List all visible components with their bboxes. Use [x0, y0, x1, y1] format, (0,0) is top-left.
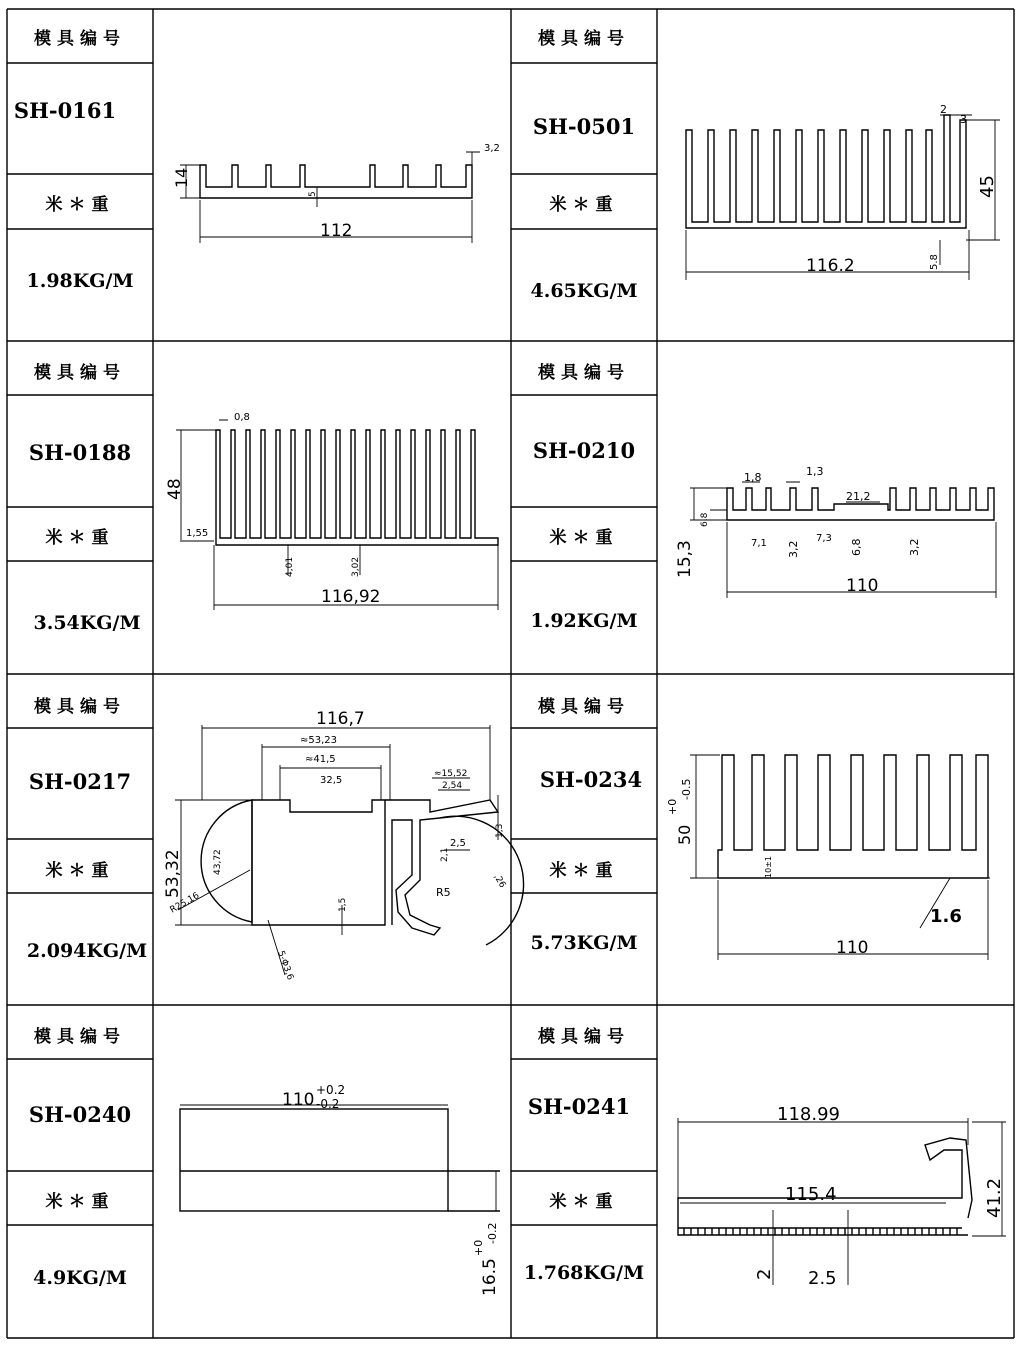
mold-code: SH-0188: [28, 440, 132, 465]
weight-value: 1.768KG/M: [523, 1262, 645, 1284]
weight-value: 5.73KG/M: [530, 932, 638, 954]
dim-height: 41.2: [984, 1177, 1005, 1218]
dim-base: 5: [308, 191, 318, 197]
weight-value: 4.9KG/M: [33, 1267, 127, 1289]
profile-drawing-sh-0241: [678, 1104, 1006, 1289]
dim-corner: 1,55: [186, 528, 209, 539]
dim-width: 110: [846, 576, 879, 596]
dim-base: 5.8: [929, 254, 940, 270]
dim-h: 1,5: [338, 897, 348, 912]
weight-header: 米＊重: [45, 861, 115, 881]
dim-height: 53,32: [163, 849, 183, 898]
dim-f: 7,3: [816, 533, 832, 544]
dim-a: 1,8: [744, 471, 762, 484]
dim-width: 116.2: [806, 256, 855, 276]
weight-value: 2.094KG/M: [26, 940, 148, 962]
dim-tol-lower2: -0.2: [486, 1222, 499, 1244]
dim-tol-upper: +0: [666, 798, 679, 815]
weight-header: 米＊重: [549, 1192, 619, 1212]
weight-header: 米＊重: [549, 195, 619, 215]
profile-drawing-sh-0234: [666, 755, 990, 960]
dim-width: 110: [836, 938, 869, 958]
mold-number-header: 模具编号: [34, 697, 126, 717]
dim-g: R25,16: [168, 890, 202, 916]
dim-height: 48: [165, 478, 185, 500]
dim-a: ≈53,23: [300, 735, 338, 746]
dim-i: 2,1: [440, 847, 450, 862]
dim-height: 50: [675, 824, 694, 845]
dim-f: 43,72: [213, 849, 223, 875]
dim-tol-lower: -0.2: [316, 1097, 340, 1111]
dim-b: 3: [960, 113, 967, 126]
dim-a: 2: [940, 103, 947, 116]
dim-g: 6,8: [850, 538, 863, 556]
weight-value: 4.65KG/M: [530, 280, 638, 302]
dim-tol-upper: +0.2: [316, 1083, 346, 1097]
mold-number-header: 模具编号: [34, 1027, 126, 1047]
profile-drawing-sh-0188: [165, 412, 498, 610]
dim-gap: 10±1: [764, 856, 773, 878]
weight-value: 1.98KG/M: [26, 270, 134, 292]
dim-tol-lower: -0.5: [680, 778, 693, 800]
mold-code: SH-0234: [539, 767, 643, 792]
dim-c: 6,8: [700, 512, 710, 527]
dim-e: 3,2: [787, 540, 800, 558]
dim-j: 2,5: [450, 838, 466, 849]
profile-drawing-sh-0210: [675, 465, 996, 598]
dim-tol-upper2: +0: [472, 1239, 485, 1256]
dim-height: 45: [977, 175, 998, 198]
dim-width: 112: [320, 221, 353, 241]
mold-number-header: 模具编号: [34, 29, 126, 49]
dim-height: 16.5: [480, 1258, 500, 1296]
weight-header: 米＊重: [549, 528, 619, 548]
dim-n: 5-Φ3,6: [275, 949, 295, 982]
profile-drawing-sh-0217: [163, 709, 524, 982]
weight-header: 米＊重: [549, 861, 619, 881]
mold-code: SH-0501: [532, 114, 636, 139]
dim-thickness: 1.6: [930, 906, 962, 927]
dim-d: ≈15,52: [434, 769, 468, 779]
dim-m: ,26: [491, 872, 508, 890]
dim-width: 116,92: [321, 587, 381, 607]
weight-value: 1.92KG/M: [530, 610, 638, 632]
dim-fin: 3,2: [484, 143, 500, 154]
dim-length: 110: [282, 1090, 315, 1110]
weight-value: 3.54KG/M: [33, 612, 141, 634]
profile-drawing-sh-0240: [180, 1083, 500, 1296]
dim-outer: 118.99: [777, 1104, 840, 1125]
dim-height: 14: [172, 167, 191, 188]
dim-e: 2,54: [442, 781, 463, 791]
mold-code: SH-0210: [532, 438, 636, 463]
mold-code: SH-0161: [13, 98, 117, 123]
mold-code: SH-0241: [527, 1094, 631, 1119]
dim-b: 2.5: [808, 1268, 837, 1289]
dim-k: R5: [436, 886, 451, 899]
dim-h: 3,2: [908, 538, 921, 556]
dim-b: 3,02: [351, 556, 361, 577]
weight-header: 米＊重: [45, 195, 115, 215]
mold-number-header: 模具编号: [34, 363, 126, 383]
dim-b: ≈41,5: [305, 754, 336, 765]
dim-d: 7,1: [751, 538, 767, 549]
mold-code: SH-0240: [28, 1102, 132, 1127]
mold-code: SH-0217: [28, 769, 132, 794]
dim-fin: 0,8: [234, 412, 250, 423]
mold-number-header: 模具编号: [538, 697, 630, 717]
weight-header: 米＊重: [45, 528, 115, 548]
dim-slot: 21,2: [846, 490, 871, 503]
mold-number-header: 模具编号: [538, 1027, 630, 1047]
mold-number-header: 模具编号: [538, 363, 630, 383]
profile-drawing-sh-0161: [172, 143, 500, 243]
profile-drawing-sh-0501: [686, 103, 1000, 280]
mold-number-header: 模具编号: [538, 29, 630, 49]
dim-a: 2: [754, 1268, 775, 1280]
dim-b: 1,3: [806, 465, 824, 478]
dim-width: 116,7: [316, 709, 365, 729]
dim-c: 32,5: [320, 775, 343, 786]
dim-height: 15,3: [675, 540, 695, 578]
dim-inner: 115.4: [785, 1184, 837, 1205]
weight-header: 米＊重: [45, 1192, 115, 1212]
dim-a: 4,01: [285, 556, 295, 577]
dim-l: 1,3: [495, 823, 505, 838]
